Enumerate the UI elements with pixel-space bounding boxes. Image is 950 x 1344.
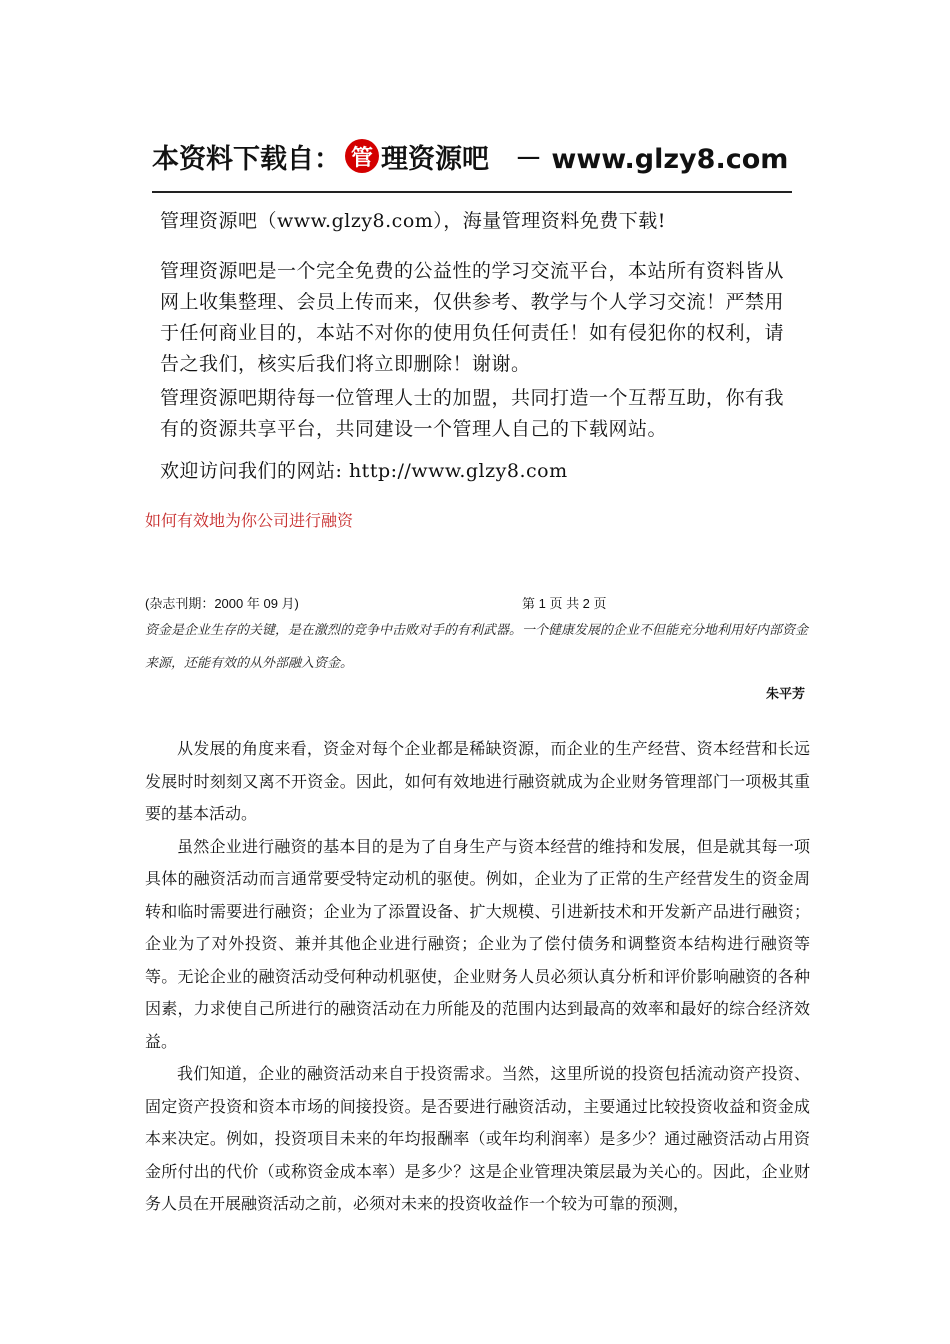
- body-paragraph: 我们知道，企业的融资活动来自于投资需求。当然，这里所说的投资包括流动资产投资、固定资产投资和资本市场的间接投资。是否要进行融资活动，主要通过比较投资收益和资金成本来决定。例如，投资项目未来的年均报酬率（或年均利润率）是多少？通过融资活动占用资金所付出的代价（或称资金成本率）是多少？这是企业管理决策层最为关心的。因此，企业财务人员在开展融资活动之前，必须对未来的投资收益作一个较为可靠的预测，: [145, 1064, 810, 1213]
- article-author: 朱平芳: [765, 687, 805, 702]
- notice-disclaimer: 管理资源吧是一个完全免费的公益性的学习交流平台，本站所有资料皆从网上收集整理、会员上传而来，仅供参考、教学与个人学习交流！严禁用于任何商业目的，本站不对你的使用负任何责任！如有侵犯你的权利，请告之我们，核实后我们将立即删除！谢谢。: [160, 260, 785, 375]
- article-abstract: 资金是企业生存的关键，是在激烈的竞争中击败对手的有利武器。一个健康发展的企业不但能充分地利用好内部资金来源，还能有效的从外部融入资金。: [145, 623, 809, 671]
- banner-heading: [152, 134, 792, 178]
- download-banner: [152, 134, 792, 178]
- article-body: [145, 733, 810, 1221]
- notice-line: 管理资源吧（www.glzy8.com），海量管理资料免费下载!: [160, 210, 666, 232]
- brand-logo-icon: 管: [345, 139, 379, 173]
- banner-site-url[interactable]: － www.glzy8.com: [515, 143, 789, 175]
- banner-divider: [152, 191, 792, 193]
- issue-info: (杂志刊期：2000 年 09 月): [145, 596, 299, 611]
- body-paragraph: 从发展的角度来看，资金对每个企业都是稀缺资源，而企业的生产经营、资本经营和长远发展时时刻刻又离不开资金。因此，如何有效地进行融资就成为企业财务管理部门一项极其重要的基本活动。: [145, 739, 810, 823]
- article-title: 如何有效地为你公司进行融资: [145, 511, 354, 530]
- notice-visit-link[interactable]: 欢迎访问我们的网站: http://www.glzy8.com: [160, 460, 568, 482]
- banner-prefix: 本资料下载自：: [152, 143, 341, 175]
- page-indicator: 第 1 页 共 2 页: [522, 596, 607, 611]
- notice-invitation: 管理资源吧期待每一位管理人士的加盟，共同打造一个互帮互助，你有我有的资源共享平台，共同建设一个管理人自己的下载网站。: [160, 387, 785, 440]
- body-paragraph: 虽然企业进行融资的基本目的是为了自身生产与资本经营的维持和发展，但是就其每一项具体的融资活动而言通常要受特定动机的驱使。例如，企业为了正常的生产经营发生的资金周转和临时需要进行融资；企业为了添置设备、扩大规模、引进新技术和开发新产品进行融资；企业为了对外投资、兼并其他企业进行融资；企业为了偿付债务和调整资本结构进行融资等等。无论企业的融资活动受何种动机驱使，企业财务人员必须认真分析和评价影响融资的各种因素，力求使自己所进行的融资活动在力所能及的范围内达到最高的效率和最好的综合经济效益。: [145, 836, 810, 1051]
- brand-name: 理资源吧: [381, 143, 489, 175]
